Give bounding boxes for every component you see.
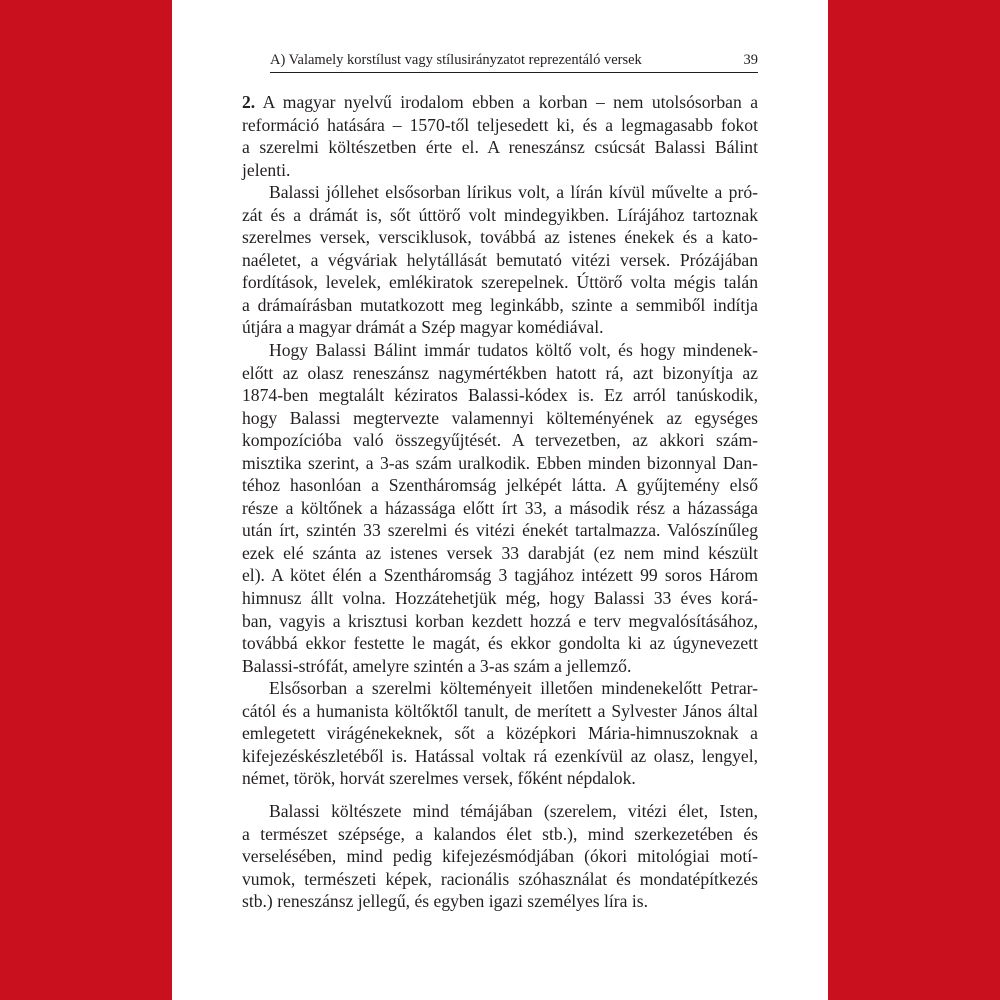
text-line: német, török, horvát szerelmes versek, főként népdalok.	[242, 768, 636, 789]
book-page	[172, 0, 828, 1000]
text-line: jelenti.	[242, 159, 291, 180]
running-head	[270, 50, 758, 70]
text-line: Balassi jóllehet elsősorban lírikus volt, a lírán kívül művelte a pró-	[269, 182, 758, 203]
paragraph-4	[242, 677, 758, 790]
text-line: Balassi költészete mind témájában (szerelem, vitézi élet, Isten,	[269, 800, 758, 821]
paragraph-2	[242, 181, 758, 339]
text-line: Hogy Balassi Bálint immár tudatos költő volt, és hogy mindenek-	[269, 340, 758, 361]
paragraph-1	[242, 91, 758, 181]
text-line: cától és a humanista költőktől tanult, de merített a Sylvester János által	[242, 700, 758, 721]
text-line: himnusz állt volna. Hozzátehetjük még, hogy Balassi 33 éves korá-	[242, 588, 758, 609]
text-line: zát és a drámát is, sőt úttörő volt mindegyikben. Lírájához tartoznak	[242, 204, 758, 225]
page-number: 39	[743, 52, 758, 68]
text-line: szerelmes versek, versciklusok, továbbá az istenes énekek és a kato-	[242, 227, 758, 248]
text-line: misztika szerint, a 3-as szám uralkodik. Ebben minden bizonnyal Dan-	[242, 452, 758, 473]
text-line: ban, vagyis a krisztusi korban kezdett hozzá e terv megvalósításához,	[242, 610, 758, 631]
text-line: vumok, természeti képek, racionális szóhasználat és mondatépítkezés	[242, 868, 758, 889]
text-line: stb.) reneszánsz jellegű, és egyben igazi személyes líra is.	[242, 891, 648, 912]
text-line: kompozícióba való összegyűjtését. A tervezetben, az akkori szám-	[242, 430, 758, 451]
text-line: a drámaírásban mutatkozott meg leginkább, szinte a semmiből indítja	[242, 294, 758, 315]
text-line: reformáció hatására – 1570-től teljesedett ki, és a legmagasabb fokot	[242, 114, 758, 135]
text-line: el). A kötet élén a Szentháromság 3 tagjához intézett 99 soros Három	[242, 565, 758, 586]
text-line: kifejezéskészletéből is. Hatással voltak rá ezenkívül az olasz, lengyel,	[242, 745, 758, 766]
text-line: naéletet, a végváriak helytállását bemutató vitézi versek. Prózájában	[242, 249, 758, 270]
paragraph-3	[242, 339, 758, 677]
text-line: 2. A magyar nyelvű irodalom ebben a korban – nem utolsósorban a	[242, 92, 758, 112]
text-line: része a költőnek a házassága előtt írt 33, a második rész a házassága	[242, 497, 758, 518]
running-head-title: A) Valamely korstílust vagy stílusirányzatot reprezentáló versek	[270, 52, 642, 68]
body-text	[242, 91, 758, 913]
text-line: útjára a magyar drámát a Szép magyar komédiával.	[242, 317, 604, 338]
text-line: továbbá ekkor festette le magát, és ekkor gondolta ki az úgynevezett	[242, 633, 758, 654]
text-line: fordítások, levelek, emlékiratok szerepelnek. Úttörő volta mégis talán	[242, 272, 758, 293]
text-line: téhoz hasonlóan a Szentháromság jelképét látta. A gyűjtemény első	[242, 475, 758, 496]
text-line: emlegetett virágénekeknek, sőt a középkori Mária-himnuszoknak a	[242, 723, 758, 744]
text-line: előtt az olasz reneszánsz nagymértékben hatott rá, azt bizonyítja az	[242, 362, 758, 383]
text-line: Elsősorban a szerelmi költeményeit illetően mindenekelőtt Petrar-	[269, 678, 758, 699]
text-line: a szerelmi költészetben érte el. A reneszánsz csúcsát Balassi Bálint	[242, 137, 758, 158]
text-line: verselésében, mind pedig kifejezésmódjában (ókori mitológiai motí-	[242, 846, 758, 867]
section-number: 2.	[242, 92, 256, 112]
text-line: hogy Balassi megtervezte valamennyi költeményének az egységes	[242, 407, 758, 428]
paragraph-5	[242, 800, 758, 913]
text-line: 1874-ben megtalált kéziratos Balassi-kódex is. Ez arról tanúskodik,	[242, 385, 758, 406]
text-line: ezek elé szánta az istenes versek 33 darabját (ez nem mind készült	[242, 542, 758, 563]
text-line: a természet szépsége, a kalandos élet stb.), mind szerkezetében és	[242, 823, 758, 844]
text-line: után írt, szintén 33 szerelmi és vitézi énekét tartalmazza. Valószínűleg	[242, 520, 758, 541]
header-rule	[270, 72, 758, 73]
text-line: Balassi-strófát, amelyre szintén a 3-as szám a jellemző.	[242, 655, 632, 676]
